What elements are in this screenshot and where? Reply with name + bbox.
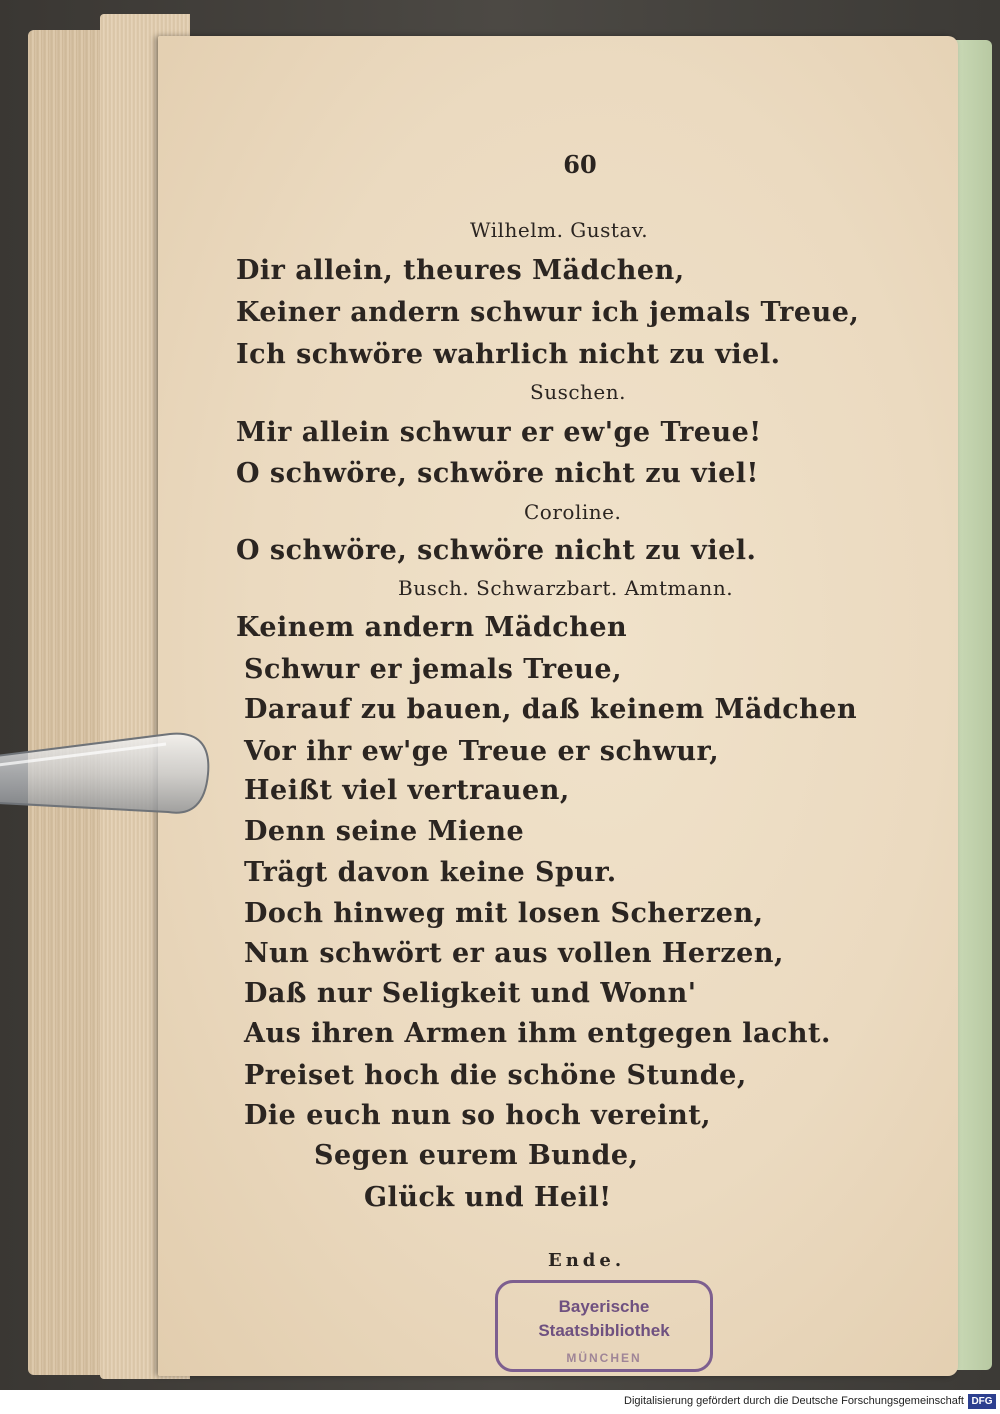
verse-line: Segen eurem Bunde, [314, 1140, 639, 1171]
verse-line: O schwöre, schwöre nicht zu viel. [236, 535, 757, 566]
verse-line: Keiner andern schwur ich jemals Treue, [236, 297, 860, 328]
footer-credit: Digitalisierung gefördert durch die Deutsche Forschungsgemeinschaft [624, 1395, 964, 1407]
verse-line: Denn seine Miene [244, 816, 525, 847]
library-stamp [495, 1280, 713, 1372]
verse-line: Doch hinweg mit losen Scherzen, [244, 898, 764, 929]
dfg-logo: DFG [968, 1394, 996, 1409]
verse-line: Die euch nun so hoch vereint, [244, 1100, 712, 1131]
verse-line: Nun schwört er aus vollen Herzen, [244, 938, 784, 969]
speaker-line: Suschen. [530, 380, 627, 404]
verse-line: Preiset hoch die schöne Stunde, [244, 1060, 747, 1091]
verse-line: Ich schwöre wahrlich nicht zu viel. [236, 339, 781, 370]
end-mark: Ende. [548, 1250, 626, 1271]
verse-line: Mir allein schwur er ew'ge Treue! [236, 417, 762, 448]
stamp-line-3: MÜNCHEN [566, 1351, 642, 1365]
verse-line: Daß nur Seligkeit und Wonn' [244, 978, 697, 1009]
stamp-line-2: Staatsbibliothek [538, 1321, 670, 1340]
speaker-line: Busch. Schwarzbart. Amtmann. [398, 576, 734, 600]
verse-line: Keinem andern Mädchen [236, 612, 628, 643]
verse-line: O schwöre, schwöre nicht zu viel! [236, 458, 759, 489]
speaker-line: Coroline. [524, 500, 622, 524]
verse-line: Schwur er jemals Treue, [244, 654, 622, 685]
page-clip-holder [0, 730, 212, 820]
verse-line: Vor ihr ew'ge Treue er schwur, [244, 736, 720, 767]
verse-line: Glück und Heil! [364, 1182, 612, 1213]
speaker-line: Wilhelm. Gustav. [470, 218, 649, 242]
verse-line: Aus ihren Armen ihm entgegen lacht. [244, 1018, 831, 1049]
verse-line: Trägt davon keine Spur. [244, 857, 617, 888]
stamp-line-1: Bayerische [558, 1297, 650, 1316]
verse-line: Darauf zu bauen, daß keinem Mädchen [244, 694, 858, 725]
verse-line: Dir allein, theures Mädchen, [236, 255, 685, 286]
page-number: 60 [563, 150, 597, 179]
verse-line: Heißt viel vertrauen, [244, 775, 570, 806]
footer-bar [0, 1390, 1000, 1414]
